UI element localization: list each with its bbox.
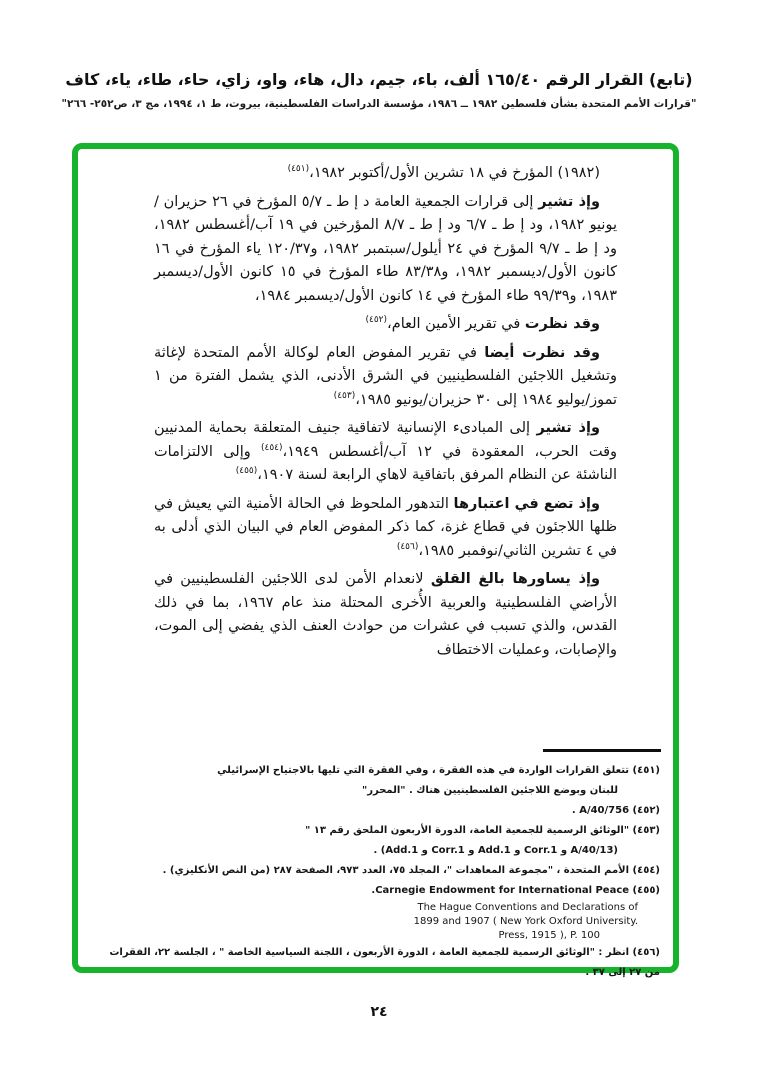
paragraph-lead: وقد نظرت أيضا	[484, 344, 600, 361]
footnote-ref: (٤٥١)	[287, 164, 310, 175]
footnote-ref: (٤٥٤)	[261, 442, 283, 453]
paragraph-text: (١٩٨٢) المؤرخ في ١٨ تشرين الأول/أكتوبر ١٩٨٢،	[309, 165, 600, 181]
paragraph-text: وإلى الالتزامات الناشئة عن النظام المرفق باتفاقية لاهاي الرابعة لسنة ١٩٠٧،	[154, 443, 617, 483]
footnote-ref: (٤٥٢)	[365, 315, 388, 326]
paragraph-text: إلى قرارات الجمعية العامة د إ ط ـ ٥/٧ المؤرخ في ٢٦ حزيران /يونيو ١٩٨٢، ود إ ط ـ ٦/٧ ود إ ط ـ ٨/٧ المؤرخين في ١٩ آب/أغسطس ١٩٨٢، ود إ ط ـ ٩/٧ المؤرخ في ٢٤ أيلول/سبتمبر ١٩٨٢، و١٢٠/٣٧ ياء المؤرخ في ١٦ كانون الأول/ديسمبر ١٩٨٢، و٨٣/٣٨ طاء المؤرخ في ١٥ كانون الأول/ديسمبر ١٩٨٣، و٩٩/٣٩ طاء المؤرخ في ١٤ كانون الأول/ديسمبر ١٩٨٤،	[154, 193, 618, 304]
footnote-line: Press, 1915 ), P. 100	[498, 930, 600, 941]
source-citation: "قرارات الأمم المتحدة بشأن فلسطين ١٩٨٢ ــ ١٩٨٦، مؤسسة الدراسات الفلسطينية، بيروت، ط ١، ١٩٩٤، مج ٣، ص٢٥٢- ٢٦٦"	[61, 98, 697, 110]
paragraph-lead: وإذ تضع في اعتبارها	[453, 495, 600, 512]
body-paragraph	[154, 568, 617, 662]
paragraph-text: التدهور الملحوظ في الحالة الأمنية التي يعيش في ظلها اللاجئون في قطاع غزة، كما ذكر المفوض العام في البيان الذي أدلى به في ٤ تشرين الثاني/نوفمبر ١٩٨٥،	[154, 495, 617, 559]
paragraph-lead: وإذ يساورها بالغ القلق	[430, 571, 600, 587]
footnote-line: (A/40/13 و Corr.1 و Add.1 و Corr.1 و Add.1) .	[373, 845, 618, 856]
paragraph-text: إلى المبادىء الإنسانية لاتفاقية جنيف المتعلقة بحماية المدنيين وقت الحرب، المعقودة في ١٢ آب/أغسطس ١٩٤٩،	[154, 420, 617, 460]
paragraph-lead: وإذ تشير	[536, 420, 600, 436]
paragraph-text: في تقرير المفوض العام لوكالة الأمم المتحدة لإغاثة وتشغيل اللاجئين الفلسطينيين في الشرق الأدنى، الذي يشمل الفترة من ١ تموز/يوليو ١٩٨٤ إلى ٣٠ حزيران/يونيو ١٩٨٥،	[154, 344, 617, 408]
resolution-title: (تابع) القرار الرقم ١٦٥/٤٠ ألف، باء، جيم، دال، هاء، واو، زاي، حاء، طاء، ياء، كاف	[65, 70, 693, 89]
footnote-line: للبنان وبوضع اللاجئين الفلسطينيين هناك . "المحرر"	[362, 785, 618, 796]
footnote-line: 1899 and 1907 ( New York Oxford University.	[413, 916, 638, 927]
footnotes	[96, 761, 660, 983]
body-paragraphs	[154, 162, 617, 667]
page-number: ٢٤	[370, 1004, 388, 1020]
footnote-line: (٤٥٥) Carnegie Endowment for International Peace.	[371, 885, 660, 896]
footnote-line: (٤٥٦) انظر : "الوثائق الرسمية للجمعية العامة ، الدورة الأربعون ، اللجنة السياسية الخاصة " ، الجلسة ٢٢، الفقرات من ٢٧ إلى ٣٧ .	[109, 947, 660, 978]
footnote-line: (٤٥٤) الأمم المتحدة ، "مجموعة المعاهدات "، المجلد ٧٥، العدد ٩٧٣، الصفحة ٢٨٧ (من النص الأنكليزي) .	[162, 865, 660, 876]
body-paragraph	[154, 313, 617, 337]
footnote-line: (٤٥٣) "الوثائق الرسمية للجمعية العامة، الدورة الأربعون الملحق رقم ١٣ "	[305, 825, 660, 836]
footnote-ref: (٤٥٥)	[235, 466, 258, 477]
body-paragraph	[154, 493, 617, 564]
body-paragraph	[154, 342, 617, 413]
footnote-line: The Hague Conventions and Declarations of	[417, 902, 638, 913]
footnote-separator	[543, 749, 661, 752]
paragraph-lead: وقد نظرت	[524, 316, 600, 332]
body-paragraph	[154, 162, 617, 186]
body-paragraph	[154, 417, 617, 488]
page-header	[0, 70, 758, 110]
paragraph-text: لانعدام الأمن لدى اللاجئين الفلسطينيين في الأراضي الفلسطينية والعربية الأُخرى المحتلة منذ عام ١٩٦٧، بما في ذلك القدس، والذي تسبب في عشرات من حوادث العنف الذي يفضي إلى الموت، والإصابات، وعمليات الاختطاف	[154, 571, 617, 658]
paragraph-lead: وإذ تشير	[538, 193, 600, 210]
body-paragraph	[154, 191, 617, 309]
footnote-line: (٤٥٢) A/40/756 .	[571, 805, 660, 816]
green-frame	[72, 143, 679, 978]
paragraph-text: في تقرير الأمين العام،	[387, 316, 525, 332]
footnote-line: (٤٥١) تتعلق القرارات الواردة في هذه الفقرة ، وفي الفقرة التي تليها بالاجتياح الإسرائيلي	[217, 765, 660, 776]
footnote-ref: (٤٥٦)	[396, 541, 419, 552]
footnote-ref: (٤٥٣)	[333, 390, 356, 401]
